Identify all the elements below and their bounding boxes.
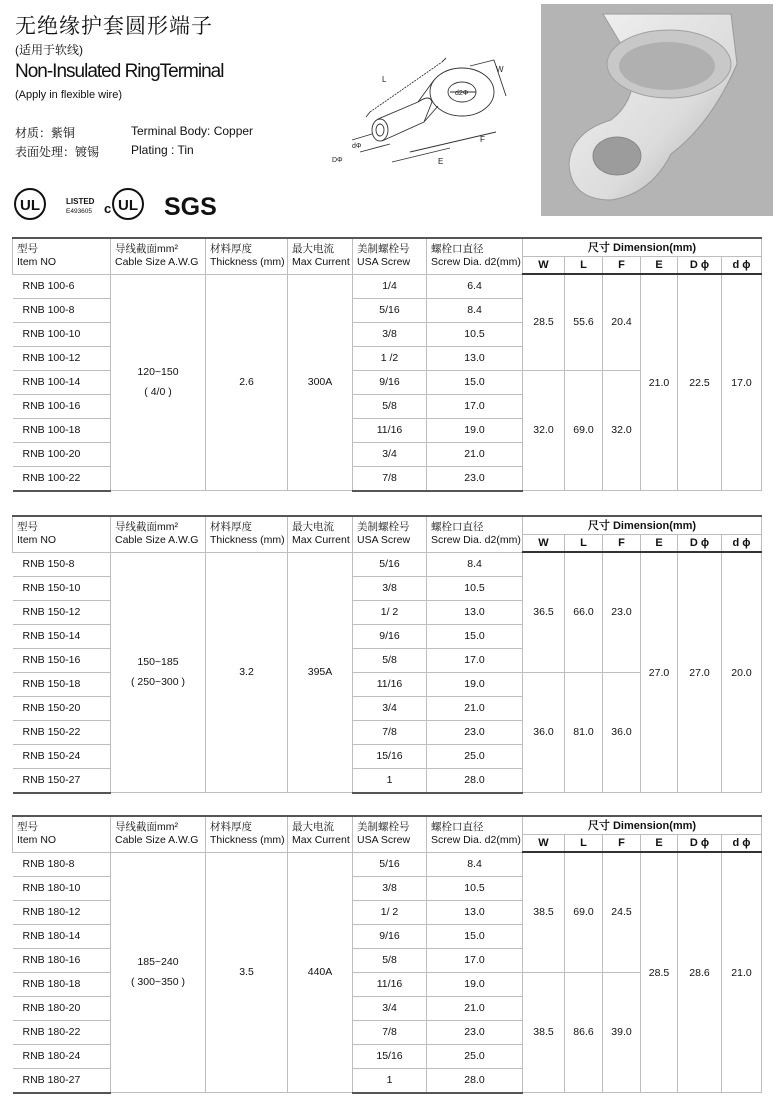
ul-logo — [15, 189, 45, 219]
screw-dia-cell: 17.0 — [427, 948, 523, 972]
screw-cell: 3/4 — [353, 696, 427, 720]
item-cell: RNB 100-14 — [13, 370, 111, 394]
screw-cell: 7/8 — [353, 1020, 427, 1044]
dim-E-cell: 21.0 — [641, 274, 678, 491]
item-cell: RNB 150-12 — [13, 600, 111, 624]
item-cell: RNB 150-8 — [13, 552, 111, 576]
dim-d2-label: d2Φ — [455, 90, 469, 97]
header-cable: 导线截面mm² Cable Size A.W.G — [111, 516, 206, 552]
screw-dia-cell: 8.4 — [427, 552, 523, 576]
item-cell: RNB 180-18 — [13, 972, 111, 996]
header-W: W — [523, 834, 565, 852]
header-item: 型号 Item NO — [13, 238, 111, 274]
cable-size-cell — [111, 852, 206, 1093]
thickness-cell: 3.2 — [206, 552, 288, 793]
dim-L-label: L — [382, 75, 387, 84]
ul-text: UL — [20, 197, 40, 214]
dim-E-label: E — [438, 157, 444, 166]
dim-W-cell: 38.5 — [523, 852, 565, 972]
screw-dia-cell: 15.0 — [427, 924, 523, 948]
header-D: D ϕ — [678, 834, 722, 852]
item-cell: RNB 180-27 — [13, 1068, 111, 1093]
item-cell: RNB 180-20 — [13, 996, 111, 1020]
item-cell: RNB 150-16 — [13, 648, 111, 672]
subtitle-cn: (适用于软线) — [15, 43, 83, 57]
dim-L-cell: 66.0 — [565, 552, 603, 672]
screw-dia-cell: 10.5 — [427, 576, 523, 600]
certification-logos — [12, 186, 232, 222]
header-F: F — [603, 834, 641, 852]
dim-E-cell: 28.5 — [641, 852, 678, 1093]
header-current: 最大电流 Max Current — [288, 238, 353, 274]
header-d: d ϕ — [722, 834, 762, 852]
listed-number: E493605 — [66, 208, 93, 215]
item-cell: RNB 180-12 — [13, 900, 111, 924]
dim-F-cell: 32.0 — [603, 370, 641, 491]
header-d: d ϕ — [722, 256, 762, 274]
header-cable: 导线截面mm² Cable Size A.W.G — [111, 238, 206, 274]
screw-dia-cell: 25.0 — [427, 744, 523, 768]
dim-F-label: F — [480, 135, 485, 144]
dim-D-cell: 27.0 — [678, 552, 722, 793]
screw-dia-cell: 28.0 — [427, 768, 523, 793]
screw-cell: 15/16 — [353, 1044, 427, 1068]
item-cell: RNB 100-18 — [13, 418, 111, 442]
thickness-cell: 3.5 — [206, 852, 288, 1093]
screw-dia-cell: 19.0 — [427, 418, 523, 442]
header-thickness: 材料厚度 Thickness (mm) — [206, 238, 288, 274]
screw-cell: 11/16 — [353, 972, 427, 996]
item-cell: RNB 150-10 — [13, 576, 111, 600]
dim-d-cell: 17.0 — [722, 274, 762, 491]
dim-D-label: DΦ — [332, 157, 343, 164]
header-screw-dia: 螺栓口直径 Screw Dia. d2(mm) — [427, 238, 523, 274]
screw-dia-cell: 15.0 — [427, 370, 523, 394]
screw-cell: 5/16 — [353, 852, 427, 876]
screw-dia-cell: 21.0 — [427, 996, 523, 1020]
screw-cell: 1/4 — [353, 274, 427, 298]
item-cell: RNB 100-22 — [13, 466, 111, 491]
screw-cell: 7/8 — [353, 466, 427, 491]
cul-logo — [104, 189, 143, 219]
screw-dia-cell: 13.0 — [427, 900, 523, 924]
listed-text: LISTED — [66, 197, 95, 206]
dim-W-cell: 36.0 — [523, 672, 565, 793]
screw-dia-cell: 17.0 — [427, 394, 523, 418]
item-cell: RNB 180-16 — [13, 948, 111, 972]
max-current-cell: 300A — [288, 274, 353, 491]
subtitle-en: (Apply in flexible wire) — [15, 89, 122, 101]
cable-size-value: 120~150 — [137, 366, 179, 379]
cable-size-value: 185~240 — [137, 956, 179, 969]
screw-cell: 9/16 — [353, 924, 427, 948]
screw-cell: 5/16 — [353, 298, 427, 322]
header-L: L — [565, 256, 603, 274]
cul-text: UL — [118, 197, 138, 214]
screw-cell: 3/4 — [353, 996, 427, 1020]
dim-d-cell: 21.0 — [722, 852, 762, 1093]
header-D: D ϕ — [678, 534, 722, 552]
screw-cell: 3/4 — [353, 442, 427, 466]
dim-W-cell: 38.5 — [523, 972, 565, 1093]
dim-L-cell: 55.6 — [565, 274, 603, 370]
dim-W-cell: 28.5 — [523, 274, 565, 370]
cable-size-cell — [111, 274, 206, 491]
screw-cell: 1 — [353, 768, 427, 793]
screw-dia-cell: 15.0 — [427, 624, 523, 648]
dim-W-cell: 32.0 — [523, 370, 565, 491]
item-cell: RNB 180-22 — [13, 1020, 111, 1044]
material-cn: 材质：紫铜 — [15, 126, 76, 140]
item-cell: RNB 100-6 — [13, 274, 111, 298]
screw-cell: 7/8 — [353, 720, 427, 744]
item-cell: RNB 150-22 — [13, 720, 111, 744]
dim-L-cell: 86.6 — [565, 972, 603, 1093]
screw-cell: 11/16 — [353, 672, 427, 696]
header-L: L — [565, 534, 603, 552]
screw-cell: 9/16 — [353, 624, 427, 648]
header-screw-dia: 螺栓口直径 Screw Dia. d2(mm) — [427, 816, 523, 852]
screw-cell: 5/8 — [353, 648, 427, 672]
table-row — [13, 274, 762, 298]
header-screw-dia: 螺栓口直径 Screw Dia. d2(mm) — [427, 516, 523, 552]
ring-terminal-drawing — [300, 2, 536, 218]
screw-cell: 5/16 — [353, 552, 427, 576]
header-thickness: 材料厚度 Thickness (mm) — [206, 516, 288, 552]
header-screw: 美制螺栓号 USA Screw — [353, 816, 427, 852]
sgs-logo: SGS — [164, 193, 217, 221]
awg-value: ( 4/0 ) — [144, 386, 172, 399]
item-cell: RNB 180-14 — [13, 924, 111, 948]
plating-cn: 表面处理：镀锡 — [15, 145, 100, 159]
dim-F-cell: 23.0 — [603, 552, 641, 672]
header-dimension: 尺寸 Dimension(mm) — [523, 238, 762, 256]
dim-d-cell: 20.0 — [722, 552, 762, 793]
spec-table-rnb150 — [12, 515, 762, 794]
dim-L-cell: 69.0 — [565, 852, 603, 972]
item-cell: RNB 150-14 — [13, 624, 111, 648]
screw-cell: 9/16 — [353, 370, 427, 394]
header-screw: 美制螺栓号 USA Screw — [353, 516, 427, 552]
screw-dia-cell: 13.0 — [427, 600, 523, 624]
cable-size-cell — [111, 552, 206, 793]
screw-cell: 11/16 — [353, 418, 427, 442]
item-cell: RNB 150-27 — [13, 768, 111, 793]
screw-cell: 15/16 — [353, 744, 427, 768]
header-F: F — [603, 534, 641, 552]
screw-dia-cell: 23.0 — [427, 720, 523, 744]
header-item: 型号 Item NO — [13, 516, 111, 552]
item-cell: RNB 180-10 — [13, 876, 111, 900]
screw-dia-cell: 25.0 — [427, 1044, 523, 1068]
awg-value: ( 300~350 ) — [131, 976, 185, 989]
header-d: d ϕ — [722, 534, 762, 552]
cul-c-text: c — [104, 201, 112, 216]
header-item: 型号 Item NO — [13, 816, 111, 852]
screw-cell: 3/8 — [353, 876, 427, 900]
header-L: L — [565, 834, 603, 852]
awg-value: ( 250~300 ) — [131, 676, 185, 689]
screw-dia-cell: 19.0 — [427, 672, 523, 696]
header-F: F — [603, 256, 641, 274]
spec-table-rnb100 — [12, 237, 762, 492]
material-en: Terminal Body: Copper — [131, 124, 254, 138]
screw-dia-cell: 21.0 — [427, 442, 523, 466]
header-W: W — [523, 256, 565, 274]
plating-en: Plating : Tin — [131, 143, 194, 157]
header-cable: 导线截面mm² Cable Size A.W.G — [111, 816, 206, 852]
screw-dia-cell: 23.0 — [427, 1020, 523, 1044]
screw-cell: 1/ 2 — [353, 600, 427, 624]
header-W: W — [523, 534, 565, 552]
screw-cell: 1/ 2 — [353, 900, 427, 924]
dim-F-cell: 24.5 — [603, 852, 641, 972]
item-cell: RNB 180-24 — [13, 1044, 111, 1068]
item-cell: RNB 100-12 — [13, 346, 111, 370]
dim-D-cell: 28.6 — [678, 852, 722, 1093]
dim-D-cell: 22.5 — [678, 274, 722, 491]
screw-dia-cell: 21.0 — [427, 696, 523, 720]
header-E: E — [641, 256, 678, 274]
header-dimension: 尺寸 Dimension(mm) — [523, 516, 762, 534]
screw-dia-cell: 23.0 — [427, 466, 523, 491]
item-cell: RNB 150-24 — [13, 744, 111, 768]
dim-L-cell: 69.0 — [565, 370, 603, 491]
screw-dia-cell: 13.0 — [427, 346, 523, 370]
header-thickness: 材料厚度 Thickness (mm) — [206, 816, 288, 852]
screw-dia-cell: 10.5 — [427, 322, 523, 346]
screw-dia-cell: 8.4 — [427, 298, 523, 322]
screw-cell: 3/8 — [353, 322, 427, 346]
page-title-cn: 无绝缘护套圆形端子 — [15, 15, 213, 38]
screw-dia-cell: 19.0 — [427, 972, 523, 996]
screw-cell: 1 /2 — [353, 346, 427, 370]
dim-L-cell: 81.0 — [565, 672, 603, 793]
item-cell: RNB 100-10 — [13, 322, 111, 346]
cable-size-value: 150~185 — [137, 656, 179, 669]
header-current: 最大电流 Max Current — [288, 516, 353, 552]
screw-cell: 3/8 — [353, 576, 427, 600]
item-cell: RNB 180-8 — [13, 852, 111, 876]
screw-cell: 5/8 — [353, 948, 427, 972]
item-cell: RNB 100-8 — [13, 298, 111, 322]
header-current: 最大电流 Max Current — [288, 816, 353, 852]
item-cell: RNB 100-20 — [13, 442, 111, 466]
header-E: E — [641, 834, 678, 852]
max-current-cell: 395A — [288, 552, 353, 793]
screw-dia-cell: 6.4 — [427, 274, 523, 298]
thickness-cell: 2.6 — [206, 274, 288, 491]
ring-terminal-photo — [541, 4, 773, 216]
product-photo — [541, 4, 773, 216]
dim-E-cell: 27.0 — [641, 552, 678, 793]
screw-cell: 5/8 — [353, 394, 427, 418]
dim-F-cell: 20.4 — [603, 274, 641, 370]
header-D: D ϕ — [678, 256, 722, 274]
screw-dia-cell: 8.4 — [427, 852, 523, 876]
spec-table-rnb180 — [12, 815, 762, 1094]
dim-W-cell: 36.5 — [523, 552, 565, 672]
header-screw: 美制螺栓号 USA Screw — [353, 238, 427, 274]
table-row — [13, 552, 762, 576]
header-dimension: 尺寸 Dimension(mm) — [523, 816, 762, 834]
header-E: E — [641, 534, 678, 552]
item-cell: RNB 150-20 — [13, 696, 111, 720]
dim-F-cell: 39.0 — [603, 972, 641, 1093]
table-row — [13, 852, 762, 876]
screw-dia-cell: 28.0 — [427, 1068, 523, 1093]
screw-dia-cell: 10.5 — [427, 876, 523, 900]
screw-cell: 1 — [353, 1068, 427, 1093]
dim-d-label: dΦ — [352, 143, 362, 150]
page-title-en: Non-Insulated RingTerminal — [15, 61, 224, 82]
item-cell: RNB 100-16 — [13, 394, 111, 418]
dim-F-cell: 36.0 — [603, 672, 641, 793]
screw-dia-cell: 17.0 — [427, 648, 523, 672]
max-current-cell: 440A — [288, 852, 353, 1093]
item-cell: RNB 150-18 — [13, 672, 111, 696]
dim-W-label: W — [496, 65, 504, 74]
